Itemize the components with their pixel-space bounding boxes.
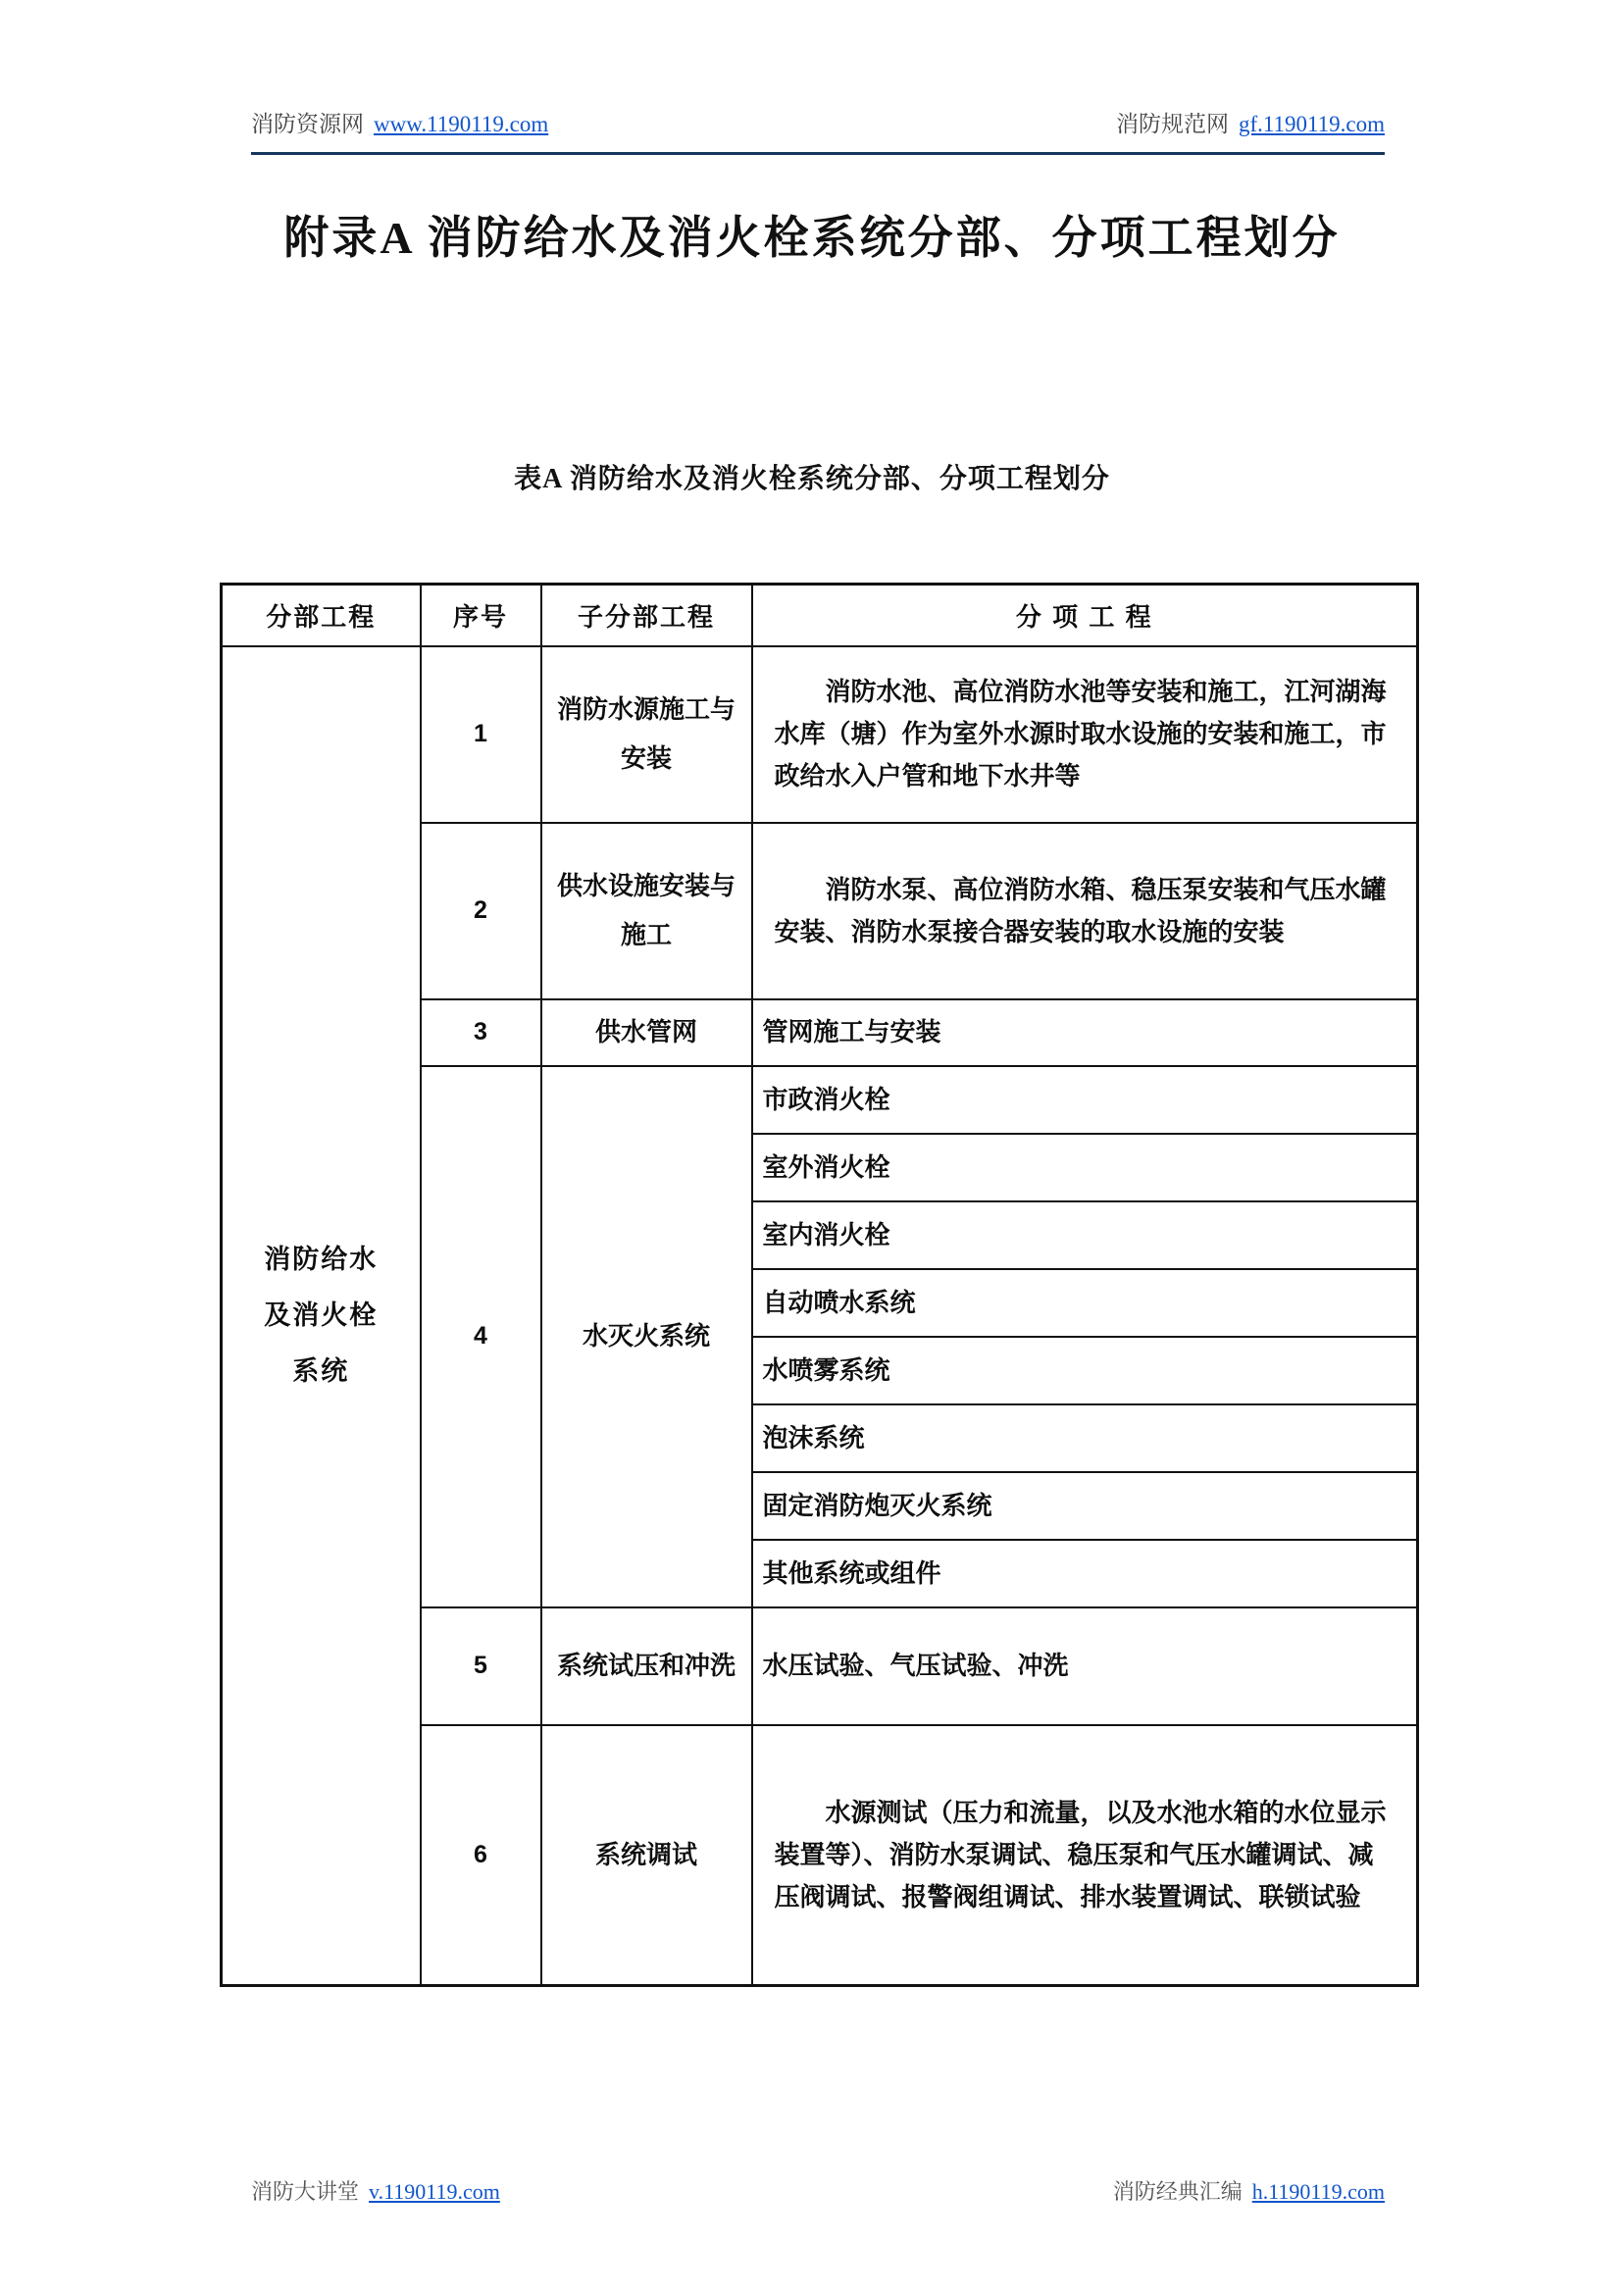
row-number: 2 bbox=[421, 823, 541, 999]
subdivision-cell: 消防水源施工与安装 bbox=[541, 646, 752, 823]
footer-left bbox=[251, 2175, 500, 2206]
row-number: 6 bbox=[421, 1725, 541, 1986]
footer-left-link[interactable]: v.1190119.com bbox=[369, 2179, 500, 2204]
item-cell: 消防水池、高位消防水池等安装和施工，江河湖海水库（塘）作为室外水源时取水设施的安装和施工，市政给水入户管和地下水井等 bbox=[752, 646, 1418, 823]
col-header-no: 序号 bbox=[421, 585, 541, 646]
page-header bbox=[251, 106, 1385, 155]
footer-right-label: 消防经典汇编 bbox=[1112, 2179, 1243, 2204]
footer-right bbox=[1113, 2175, 1385, 2206]
table-caption: 表A 消防给水及消火栓系统分部、分项工程划分 bbox=[514, 464, 1110, 494]
division-cell bbox=[222, 646, 421, 1986]
header-right-label: 消防规范网 bbox=[1115, 112, 1229, 136]
row-number: 5 bbox=[421, 1607, 541, 1725]
table-header-row bbox=[222, 585, 1418, 646]
item-cell: 泡沫系统 bbox=[752, 1404, 1418, 1472]
item-cell: 其他系统或组件 bbox=[752, 1540, 1418, 1607]
header-left-link[interactable]: www.1190119.com bbox=[374, 112, 549, 136]
header-right-link[interactable]: gf.1190119.com bbox=[1238, 112, 1385, 136]
page-title: 附录A 消防给水及消火栓系统分部、分项工程划分 bbox=[283, 213, 1341, 263]
subdivision-cell: 供水设施安装与施工 bbox=[541, 823, 752, 999]
item-cell: 水压试验、气压试验、冲洗 bbox=[752, 1607, 1418, 1725]
col-header-items: 分 项 工 程 bbox=[752, 585, 1418, 646]
header-right bbox=[1116, 106, 1385, 138]
item-cell: 自动喷水系统 bbox=[752, 1269, 1418, 1337]
item-cell: 管网施工与安装 bbox=[752, 999, 1418, 1066]
footer-right-link[interactable]: h.1190119.com bbox=[1251, 2179, 1385, 2204]
item-cell: 消防水泵、高位消防水箱、稳压泵安装和气压水罐安装、消防水泵接合器安装的取水设施的安装 bbox=[752, 823, 1418, 999]
col-header-division: 分部工程 bbox=[222, 585, 421, 646]
page-footer bbox=[251, 2175, 1385, 2206]
footer-left-label: 消防大讲堂 bbox=[251, 2179, 360, 2204]
row-number: 4 bbox=[421, 1066, 541, 1607]
row-number: 3 bbox=[421, 999, 541, 1066]
division-table bbox=[220, 583, 1419, 1987]
division-text: 消防给水及消火栓系统 bbox=[264, 1245, 379, 1386]
subdivision-cell: 供水管网 bbox=[541, 999, 752, 1066]
subdivision-cell: 系统调试 bbox=[541, 1725, 752, 1986]
item-cell: 室内消火栓 bbox=[752, 1201, 1418, 1269]
col-header-subdivision: 子分部工程 bbox=[541, 585, 752, 646]
table-row bbox=[222, 646, 1418, 823]
header-left-label: 消防资源网 bbox=[251, 112, 364, 136]
item-cell: 市政消火栓 bbox=[752, 1066, 1418, 1134]
item-cell: 水源测试（压力和流量，以及水池水箱的水位显示装置等）、消防水泵调试、稳压泵和气压水罐调试、减压阀调试、报警阀组调试、排水装置调试、联锁试验 bbox=[752, 1725, 1418, 1986]
item-cell: 室外消火栓 bbox=[752, 1134, 1418, 1201]
item-cell: 固定消防炮灭火系统 bbox=[752, 1472, 1418, 1540]
subdivision-cell: 系统试压和冲洗 bbox=[541, 1607, 752, 1725]
table-container bbox=[220, 583, 1419, 1987]
subdivision-cell: 水灭火系统 bbox=[541, 1066, 752, 1607]
item-cell: 水喷雾系统 bbox=[752, 1337, 1418, 1404]
header-left bbox=[251, 106, 548, 138]
row-number: 1 bbox=[421, 646, 541, 823]
